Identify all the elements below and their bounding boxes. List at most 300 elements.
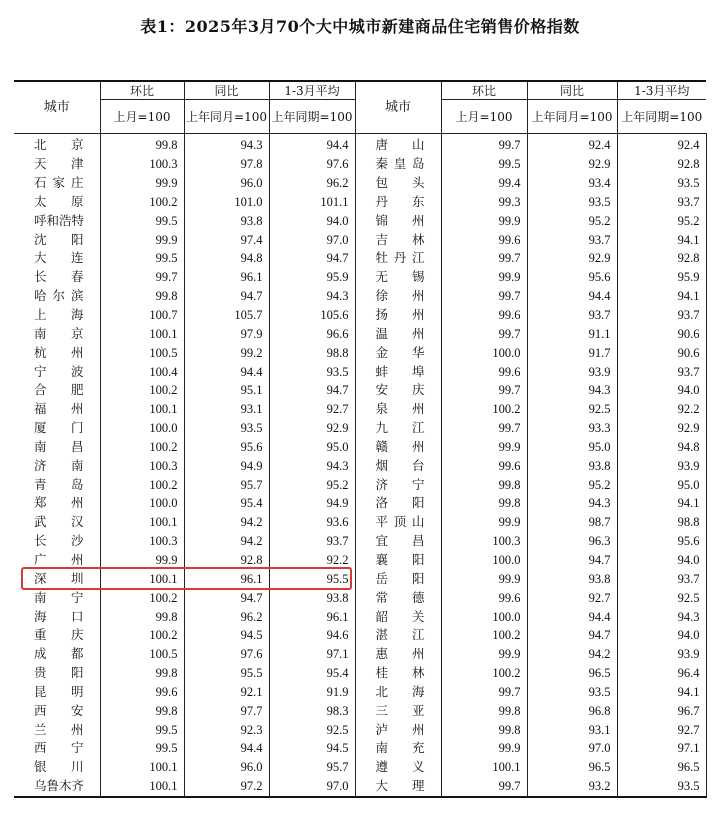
left-yoy-cell: 97.4 bbox=[184, 230, 269, 249]
table-row bbox=[14, 569, 706, 588]
left-yoy-cell: 105.7 bbox=[184, 306, 269, 325]
right-city-cell: 宜 昌 bbox=[355, 532, 441, 551]
right-mom-cell: 99.6 bbox=[441, 588, 527, 607]
table-row bbox=[14, 155, 706, 174]
left-mom-cell: 100.3 bbox=[100, 456, 184, 475]
table-row bbox=[14, 381, 706, 400]
right-mom-cell: 99.4 bbox=[441, 174, 527, 193]
mom-header-left: 环比 bbox=[100, 81, 184, 100]
left-mom-cell: 99.5 bbox=[100, 739, 184, 758]
right-avg-cell: 92.2 bbox=[617, 400, 706, 419]
right-mom-cell: 99.7 bbox=[441, 777, 527, 797]
left-yoy-cell: 94.7 bbox=[184, 287, 269, 306]
left-yoy-cell: 96.0 bbox=[184, 174, 269, 193]
yoy-header-right: 同比 bbox=[527, 81, 617, 100]
right-city-cell: 温 州 bbox=[355, 324, 441, 343]
left-mom-cell: 99.8 bbox=[100, 134, 184, 155]
right-city-cell: 锦 州 bbox=[355, 211, 441, 230]
right-city-cell: 惠 州 bbox=[355, 645, 441, 664]
right-avg-cell: 94.3 bbox=[617, 607, 706, 626]
left-city-cell: 武 汉 bbox=[14, 513, 100, 532]
left-city-cell: 呼和浩特 bbox=[14, 211, 100, 230]
left-city-cell: 福 州 bbox=[14, 400, 100, 419]
left-mom-cell: 100.4 bbox=[100, 362, 184, 381]
left-mom-cell: 100.1 bbox=[100, 777, 184, 797]
mom-base-right: 上月=100 bbox=[441, 100, 527, 134]
left-avg-cell: 98.3 bbox=[269, 701, 355, 720]
right-avg-cell: 94.1 bbox=[617, 494, 706, 513]
right-mom-cell: 99.9 bbox=[441, 513, 527, 532]
left-avg-cell: 91.9 bbox=[269, 682, 355, 701]
right-yoy-cell: 96.5 bbox=[527, 664, 617, 683]
right-city-cell: 九 江 bbox=[355, 419, 441, 438]
right-yoy-cell: 98.7 bbox=[527, 513, 617, 532]
right-avg-cell: 93.7 bbox=[617, 362, 706, 381]
price-index-table bbox=[14, 80, 707, 798]
table-body bbox=[14, 134, 706, 797]
right-avg-cell: 94.0 bbox=[617, 626, 706, 645]
table-row bbox=[14, 211, 706, 230]
left-avg-cell: 95.4 bbox=[269, 664, 355, 683]
right-avg-cell: 93.9 bbox=[617, 645, 706, 664]
right-mom-cell: 99.8 bbox=[441, 494, 527, 513]
left-mom-cell: 100.2 bbox=[100, 588, 184, 607]
left-mom-cell: 100.2 bbox=[100, 626, 184, 645]
left-yoy-cell: 93.5 bbox=[184, 419, 269, 438]
right-mom-cell: 99.7 bbox=[441, 287, 527, 306]
left-mom-cell: 100.5 bbox=[100, 343, 184, 362]
left-mom-cell: 100.2 bbox=[100, 193, 184, 212]
right-avg-cell: 92.8 bbox=[617, 155, 706, 174]
right-city-cell: 泸 州 bbox=[355, 720, 441, 739]
table-row bbox=[14, 607, 706, 626]
table-row bbox=[14, 532, 706, 551]
right-yoy-cell: 94.2 bbox=[527, 645, 617, 664]
right-avg-cell: 90.6 bbox=[617, 324, 706, 343]
left-avg-cell: 92.7 bbox=[269, 400, 355, 419]
left-yoy-cell: 95.4 bbox=[184, 494, 269, 513]
left-avg-cell: 95.7 bbox=[269, 758, 355, 777]
left-yoy-cell: 97.8 bbox=[184, 155, 269, 174]
right-city-cell: 襄 阳 bbox=[355, 551, 441, 570]
left-mom-cell: 99.7 bbox=[100, 268, 184, 287]
left-city-cell: 银 川 bbox=[14, 758, 100, 777]
left-avg-cell: 95.0 bbox=[269, 438, 355, 457]
right-city-cell: 三 亚 bbox=[355, 701, 441, 720]
table-row bbox=[14, 682, 706, 701]
right-city-cell: 烟 台 bbox=[355, 456, 441, 475]
left-city-cell: 长 沙 bbox=[14, 532, 100, 551]
right-city-cell: 唐 山 bbox=[355, 134, 441, 155]
left-mom-cell: 99.5 bbox=[100, 720, 184, 739]
right-avg-cell: 94.0 bbox=[617, 381, 706, 400]
right-avg-cell: 95.0 bbox=[617, 475, 706, 494]
right-avg-cell: 92.8 bbox=[617, 249, 706, 268]
right-yoy-cell: 93.9 bbox=[527, 362, 617, 381]
left-avg-cell: 95.2 bbox=[269, 475, 355, 494]
right-yoy-cell: 93.3 bbox=[527, 419, 617, 438]
left-mom-cell: 100.7 bbox=[100, 306, 184, 325]
left-avg-cell: 95.5 bbox=[269, 569, 355, 588]
table-row bbox=[14, 720, 706, 739]
left-yoy-cell: 95.7 bbox=[184, 475, 269, 494]
right-mom-cell: 99.9 bbox=[441, 739, 527, 758]
right-city-cell: 牡丹江 bbox=[355, 249, 441, 268]
right-yoy-cell: 92.9 bbox=[527, 155, 617, 174]
left-mom-cell: 99.9 bbox=[100, 230, 184, 249]
right-mom-cell: 99.9 bbox=[441, 569, 527, 588]
avg-base-right: 上年同期=100 bbox=[617, 100, 706, 134]
left-yoy-cell: 97.2 bbox=[184, 777, 269, 797]
table-row bbox=[14, 551, 706, 570]
right-avg-cell: 95.9 bbox=[617, 268, 706, 287]
avg-header-right: 1-3月平均 bbox=[617, 81, 706, 100]
left-mom-cell: 100.1 bbox=[100, 324, 184, 343]
left-mom-cell: 100.2 bbox=[100, 381, 184, 400]
left-avg-cell: 101.1 bbox=[269, 193, 355, 212]
right-yoy-cell: 95.2 bbox=[527, 475, 617, 494]
right-mom-cell: 99.9 bbox=[441, 438, 527, 457]
left-yoy-cell: 94.8 bbox=[184, 249, 269, 268]
left-avg-cell: 98.8 bbox=[269, 343, 355, 362]
left-city-cell: 北 京 bbox=[14, 134, 100, 155]
left-mom-cell: 99.8 bbox=[100, 701, 184, 720]
table-row bbox=[14, 306, 706, 325]
left-city-cell: 大 连 bbox=[14, 249, 100, 268]
table-row bbox=[14, 739, 706, 758]
right-mom-cell: 99.8 bbox=[441, 475, 527, 494]
left-mom-cell: 100.2 bbox=[100, 475, 184, 494]
right-yoy-cell: 93.5 bbox=[527, 193, 617, 212]
right-yoy-cell: 94.4 bbox=[527, 607, 617, 626]
left-city-cell: 合 肥 bbox=[14, 381, 100, 400]
left-mom-cell: 100.3 bbox=[100, 532, 184, 551]
right-avg-cell: 93.7 bbox=[617, 193, 706, 212]
left-yoy-cell: 96.1 bbox=[184, 268, 269, 287]
city-column-header-right: 城市 bbox=[355, 81, 441, 134]
left-mom-cell: 100.3 bbox=[100, 155, 184, 174]
table-row bbox=[14, 494, 706, 513]
left-yoy-cell: 95.5 bbox=[184, 664, 269, 683]
left-yoy-cell: 99.2 bbox=[184, 343, 269, 362]
left-yoy-cell: 92.1 bbox=[184, 682, 269, 701]
left-avg-cell: 94.6 bbox=[269, 626, 355, 645]
left-yoy-cell: 93.1 bbox=[184, 400, 269, 419]
table-row bbox=[14, 438, 706, 457]
right-city-cell: 桂 林 bbox=[355, 664, 441, 683]
left-mom-cell: 100.1 bbox=[100, 758, 184, 777]
left-avg-cell: 93.8 bbox=[269, 588, 355, 607]
left-avg-cell: 93.7 bbox=[269, 532, 355, 551]
right-avg-cell: 93.5 bbox=[617, 174, 706, 193]
right-yoy-cell: 92.5 bbox=[527, 400, 617, 419]
left-yoy-cell: 94.5 bbox=[184, 626, 269, 645]
right-mom-cell: 99.7 bbox=[441, 381, 527, 400]
table-title: 表1：2025年3月70个大中城市新建商品住宅销售价格指数 bbox=[140, 17, 580, 36]
right-yoy-cell: 93.8 bbox=[527, 569, 617, 588]
left-mom-cell: 100.2 bbox=[100, 438, 184, 457]
right-mom-cell: 99.6 bbox=[441, 306, 527, 325]
left-city-cell: 南 京 bbox=[14, 324, 100, 343]
left-city-cell: 昆 明 bbox=[14, 682, 100, 701]
table-row bbox=[14, 134, 706, 155]
right-mom-cell: 100.2 bbox=[441, 626, 527, 645]
left-city-cell: 天 津 bbox=[14, 155, 100, 174]
right-avg-cell: 92.5 bbox=[617, 588, 706, 607]
table-row bbox=[14, 588, 706, 607]
right-avg-cell: 93.5 bbox=[617, 777, 706, 797]
left-mom-cell: 100.0 bbox=[100, 419, 184, 438]
table-row bbox=[14, 268, 706, 287]
left-mom-cell: 99.8 bbox=[100, 287, 184, 306]
right-avg-cell: 96.5 bbox=[617, 758, 706, 777]
right-avg-cell: 94.1 bbox=[617, 682, 706, 701]
right-yoy-cell: 91.1 bbox=[527, 324, 617, 343]
right-mom-cell: 99.9 bbox=[441, 211, 527, 230]
left-avg-cell: 94.4 bbox=[269, 134, 355, 155]
right-city-cell: 赣 州 bbox=[355, 438, 441, 457]
right-mom-cell: 99.8 bbox=[441, 720, 527, 739]
right-yoy-cell: 91.7 bbox=[527, 343, 617, 362]
left-city-cell: 青 岛 bbox=[14, 475, 100, 494]
right-city-cell: 岳 阳 bbox=[355, 569, 441, 588]
left-avg-cell: 94.9 bbox=[269, 494, 355, 513]
left-yoy-cell: 97.7 bbox=[184, 701, 269, 720]
yoy-header-left: 同比 bbox=[184, 81, 269, 100]
city-column-header-left: 城市 bbox=[14, 81, 100, 134]
right-yoy-cell: 92.7 bbox=[527, 588, 617, 607]
left-city-cell: 西 宁 bbox=[14, 739, 100, 758]
mom-header-right: 环比 bbox=[441, 81, 527, 100]
left-mom-cell: 100.5 bbox=[100, 645, 184, 664]
right-avg-cell: 93.9 bbox=[617, 456, 706, 475]
mom-base-left: 上月=100 bbox=[100, 100, 184, 134]
left-avg-cell: 105.6 bbox=[269, 306, 355, 325]
right-mom-cell: 100.0 bbox=[441, 343, 527, 362]
right-yoy-cell: 92.4 bbox=[527, 134, 617, 155]
left-yoy-cell: 94.7 bbox=[184, 588, 269, 607]
right-city-cell: 韶 关 bbox=[355, 607, 441, 626]
table-row bbox=[14, 701, 706, 720]
left-city-cell: 成 都 bbox=[14, 645, 100, 664]
left-yoy-cell: 94.2 bbox=[184, 513, 269, 532]
left-city-cell: 深 圳 bbox=[14, 569, 100, 588]
right-mom-cell: 99.9 bbox=[441, 268, 527, 287]
left-yoy-cell: 96.0 bbox=[184, 758, 269, 777]
left-city-cell: 南 昌 bbox=[14, 438, 100, 457]
right-yoy-cell: 96.8 bbox=[527, 701, 617, 720]
left-city-cell: 南 宁 bbox=[14, 588, 100, 607]
left-city-cell: 石家庄 bbox=[14, 174, 100, 193]
left-avg-cell: 94.3 bbox=[269, 456, 355, 475]
table-row bbox=[14, 324, 706, 343]
left-avg-cell: 94.5 bbox=[269, 739, 355, 758]
left-mom-cell: 99.9 bbox=[100, 174, 184, 193]
left-avg-cell: 93.5 bbox=[269, 362, 355, 381]
left-yoy-cell: 93.8 bbox=[184, 211, 269, 230]
right-avg-cell: 92.9 bbox=[617, 419, 706, 438]
left-mom-cell: 99.8 bbox=[100, 664, 184, 683]
right-avg-cell: 94.1 bbox=[617, 287, 706, 306]
right-mom-cell: 100.2 bbox=[441, 400, 527, 419]
right-mom-cell: 99.7 bbox=[441, 324, 527, 343]
right-city-cell: 无 锡 bbox=[355, 268, 441, 287]
right-avg-cell: 95.2 bbox=[617, 211, 706, 230]
table-row bbox=[14, 664, 706, 683]
table-row bbox=[14, 287, 706, 306]
left-avg-cell: 97.0 bbox=[269, 777, 355, 797]
right-mom-cell: 100.1 bbox=[441, 758, 527, 777]
right-mom-cell: 100.0 bbox=[441, 607, 527, 626]
left-avg-cell: 97.0 bbox=[269, 230, 355, 249]
right-mom-cell: 99.6 bbox=[441, 230, 527, 249]
left-yoy-cell: 92.8 bbox=[184, 551, 269, 570]
right-avg-cell: 95.6 bbox=[617, 532, 706, 551]
left-mom-cell: 99.5 bbox=[100, 249, 184, 268]
left-avg-cell: 94.3 bbox=[269, 287, 355, 306]
table-row bbox=[14, 400, 706, 419]
left-mom-cell: 100.0 bbox=[100, 494, 184, 513]
right-city-cell: 湛 江 bbox=[355, 626, 441, 645]
right-mom-cell: 99.6 bbox=[441, 456, 527, 475]
left-city-cell: 上 海 bbox=[14, 306, 100, 325]
right-avg-cell: 96.4 bbox=[617, 664, 706, 683]
right-mom-cell: 99.7 bbox=[441, 419, 527, 438]
right-city-cell: 大 理 bbox=[355, 777, 441, 797]
table-row bbox=[14, 626, 706, 645]
right-city-cell: 秦皇岛 bbox=[355, 155, 441, 174]
table-row bbox=[14, 174, 706, 193]
left-yoy-cell: 94.4 bbox=[184, 739, 269, 758]
left-yoy-cell: 95.1 bbox=[184, 381, 269, 400]
right-yoy-cell: 93.2 bbox=[527, 777, 617, 797]
right-city-cell: 安 庆 bbox=[355, 381, 441, 400]
table-row bbox=[14, 249, 706, 268]
right-avg-cell: 96.7 bbox=[617, 701, 706, 720]
left-yoy-cell: 92.3 bbox=[184, 720, 269, 739]
table-row bbox=[14, 777, 706, 797]
left-mom-cell: 99.5 bbox=[100, 211, 184, 230]
right-mom-cell: 100.2 bbox=[441, 664, 527, 683]
right-yoy-cell: 97.0 bbox=[527, 739, 617, 758]
left-avg-cell: 92.5 bbox=[269, 720, 355, 739]
right-yoy-cell: 95.6 bbox=[527, 268, 617, 287]
right-city-cell: 蚌 埠 bbox=[355, 362, 441, 381]
right-city-cell: 常 德 bbox=[355, 588, 441, 607]
left-yoy-cell: 97.9 bbox=[184, 324, 269, 343]
left-city-cell: 济 南 bbox=[14, 456, 100, 475]
left-avg-cell: 92.2 bbox=[269, 551, 355, 570]
right-mom-cell: 100.3 bbox=[441, 532, 527, 551]
right-avg-cell: 90.6 bbox=[617, 343, 706, 362]
left-yoy-cell: 97.6 bbox=[184, 645, 269, 664]
right-mom-cell: 99.5 bbox=[441, 155, 527, 174]
right-mom-cell: 99.7 bbox=[441, 682, 527, 701]
right-avg-cell: 92.7 bbox=[617, 720, 706, 739]
right-city-cell: 扬 州 bbox=[355, 306, 441, 325]
left-city-cell: 乌鲁木齐 bbox=[14, 777, 100, 797]
left-avg-cell: 97.6 bbox=[269, 155, 355, 174]
table-row bbox=[14, 456, 706, 475]
left-city-cell: 哈尔滨 bbox=[14, 287, 100, 306]
left-avg-cell: 95.9 bbox=[269, 268, 355, 287]
left-city-cell: 宁 波 bbox=[14, 362, 100, 381]
right-city-cell: 北 海 bbox=[355, 682, 441, 701]
table-row bbox=[14, 343, 706, 362]
left-city-cell: 贵 阳 bbox=[14, 664, 100, 683]
right-avg-cell: 93.7 bbox=[617, 306, 706, 325]
table-row bbox=[14, 193, 706, 212]
right-yoy-cell: 93.4 bbox=[527, 174, 617, 193]
right-city-cell: 平顶山 bbox=[355, 513, 441, 532]
left-yoy-cell: 94.9 bbox=[184, 456, 269, 475]
right-avg-cell: 92.4 bbox=[617, 134, 706, 155]
right-yoy-cell: 94.4 bbox=[527, 287, 617, 306]
left-avg-cell: 93.6 bbox=[269, 513, 355, 532]
left-avg-cell: 96.6 bbox=[269, 324, 355, 343]
right-city-cell: 南 充 bbox=[355, 739, 441, 758]
left-city-cell: 杭 州 bbox=[14, 343, 100, 362]
yoy-base-right: 上年同月=100 bbox=[527, 100, 617, 134]
right-mom-cell: 99.6 bbox=[441, 362, 527, 381]
right-mom-cell: 99.8 bbox=[441, 701, 527, 720]
table-row bbox=[14, 758, 706, 777]
left-city-cell: 厦 门 bbox=[14, 419, 100, 438]
right-mom-cell: 99.7 bbox=[441, 249, 527, 268]
right-yoy-cell: 95.0 bbox=[527, 438, 617, 457]
right-mom-cell: 99.3 bbox=[441, 193, 527, 212]
right-city-cell: 遵 义 bbox=[355, 758, 441, 777]
right-city-cell: 吉 林 bbox=[355, 230, 441, 249]
left-avg-cell: 94.0 bbox=[269, 211, 355, 230]
right-city-cell: 泉 州 bbox=[355, 400, 441, 419]
left-avg-cell: 92.9 bbox=[269, 419, 355, 438]
right-yoy-cell: 93.7 bbox=[527, 230, 617, 249]
left-mom-cell: 100.1 bbox=[100, 569, 184, 588]
right-avg-cell: 94.8 bbox=[617, 438, 706, 457]
right-city-cell: 金 华 bbox=[355, 343, 441, 362]
avg-base-left: 上年同期=100 bbox=[269, 100, 355, 134]
right-yoy-cell: 94.3 bbox=[527, 381, 617, 400]
table-row bbox=[14, 230, 706, 249]
right-avg-cell: 97.1 bbox=[617, 739, 706, 758]
left-yoy-cell: 94.3 bbox=[184, 134, 269, 155]
right-yoy-cell: 92.9 bbox=[527, 249, 617, 268]
left-avg-cell: 96.1 bbox=[269, 607, 355, 626]
right-city-cell: 济 宁 bbox=[355, 475, 441, 494]
yoy-base-left: 上年同月=100 bbox=[184, 100, 269, 134]
right-mom-cell: 99.7 bbox=[441, 134, 527, 155]
avg-header-left: 1-3月平均 bbox=[269, 81, 355, 100]
left-yoy-cell: 101.0 bbox=[184, 193, 269, 212]
left-avg-cell: 94.7 bbox=[269, 381, 355, 400]
left-city-cell: 沈 阳 bbox=[14, 230, 100, 249]
right-yoy-cell: 96.5 bbox=[527, 758, 617, 777]
left-city-cell: 广 州 bbox=[14, 551, 100, 570]
table-row bbox=[14, 513, 706, 532]
right-yoy-cell: 95.2 bbox=[527, 211, 617, 230]
right-mom-cell: 99.9 bbox=[441, 645, 527, 664]
left-yoy-cell: 94.4 bbox=[184, 362, 269, 381]
left-mom-cell: 100.1 bbox=[100, 400, 184, 419]
table-row bbox=[14, 645, 706, 664]
left-mom-cell: 99.9 bbox=[100, 551, 184, 570]
left-avg-cell: 97.1 bbox=[269, 645, 355, 664]
right-yoy-cell: 93.8 bbox=[527, 456, 617, 475]
right-city-cell: 徐 州 bbox=[355, 287, 441, 306]
right-yoy-cell: 93.5 bbox=[527, 682, 617, 701]
table-row bbox=[14, 419, 706, 438]
